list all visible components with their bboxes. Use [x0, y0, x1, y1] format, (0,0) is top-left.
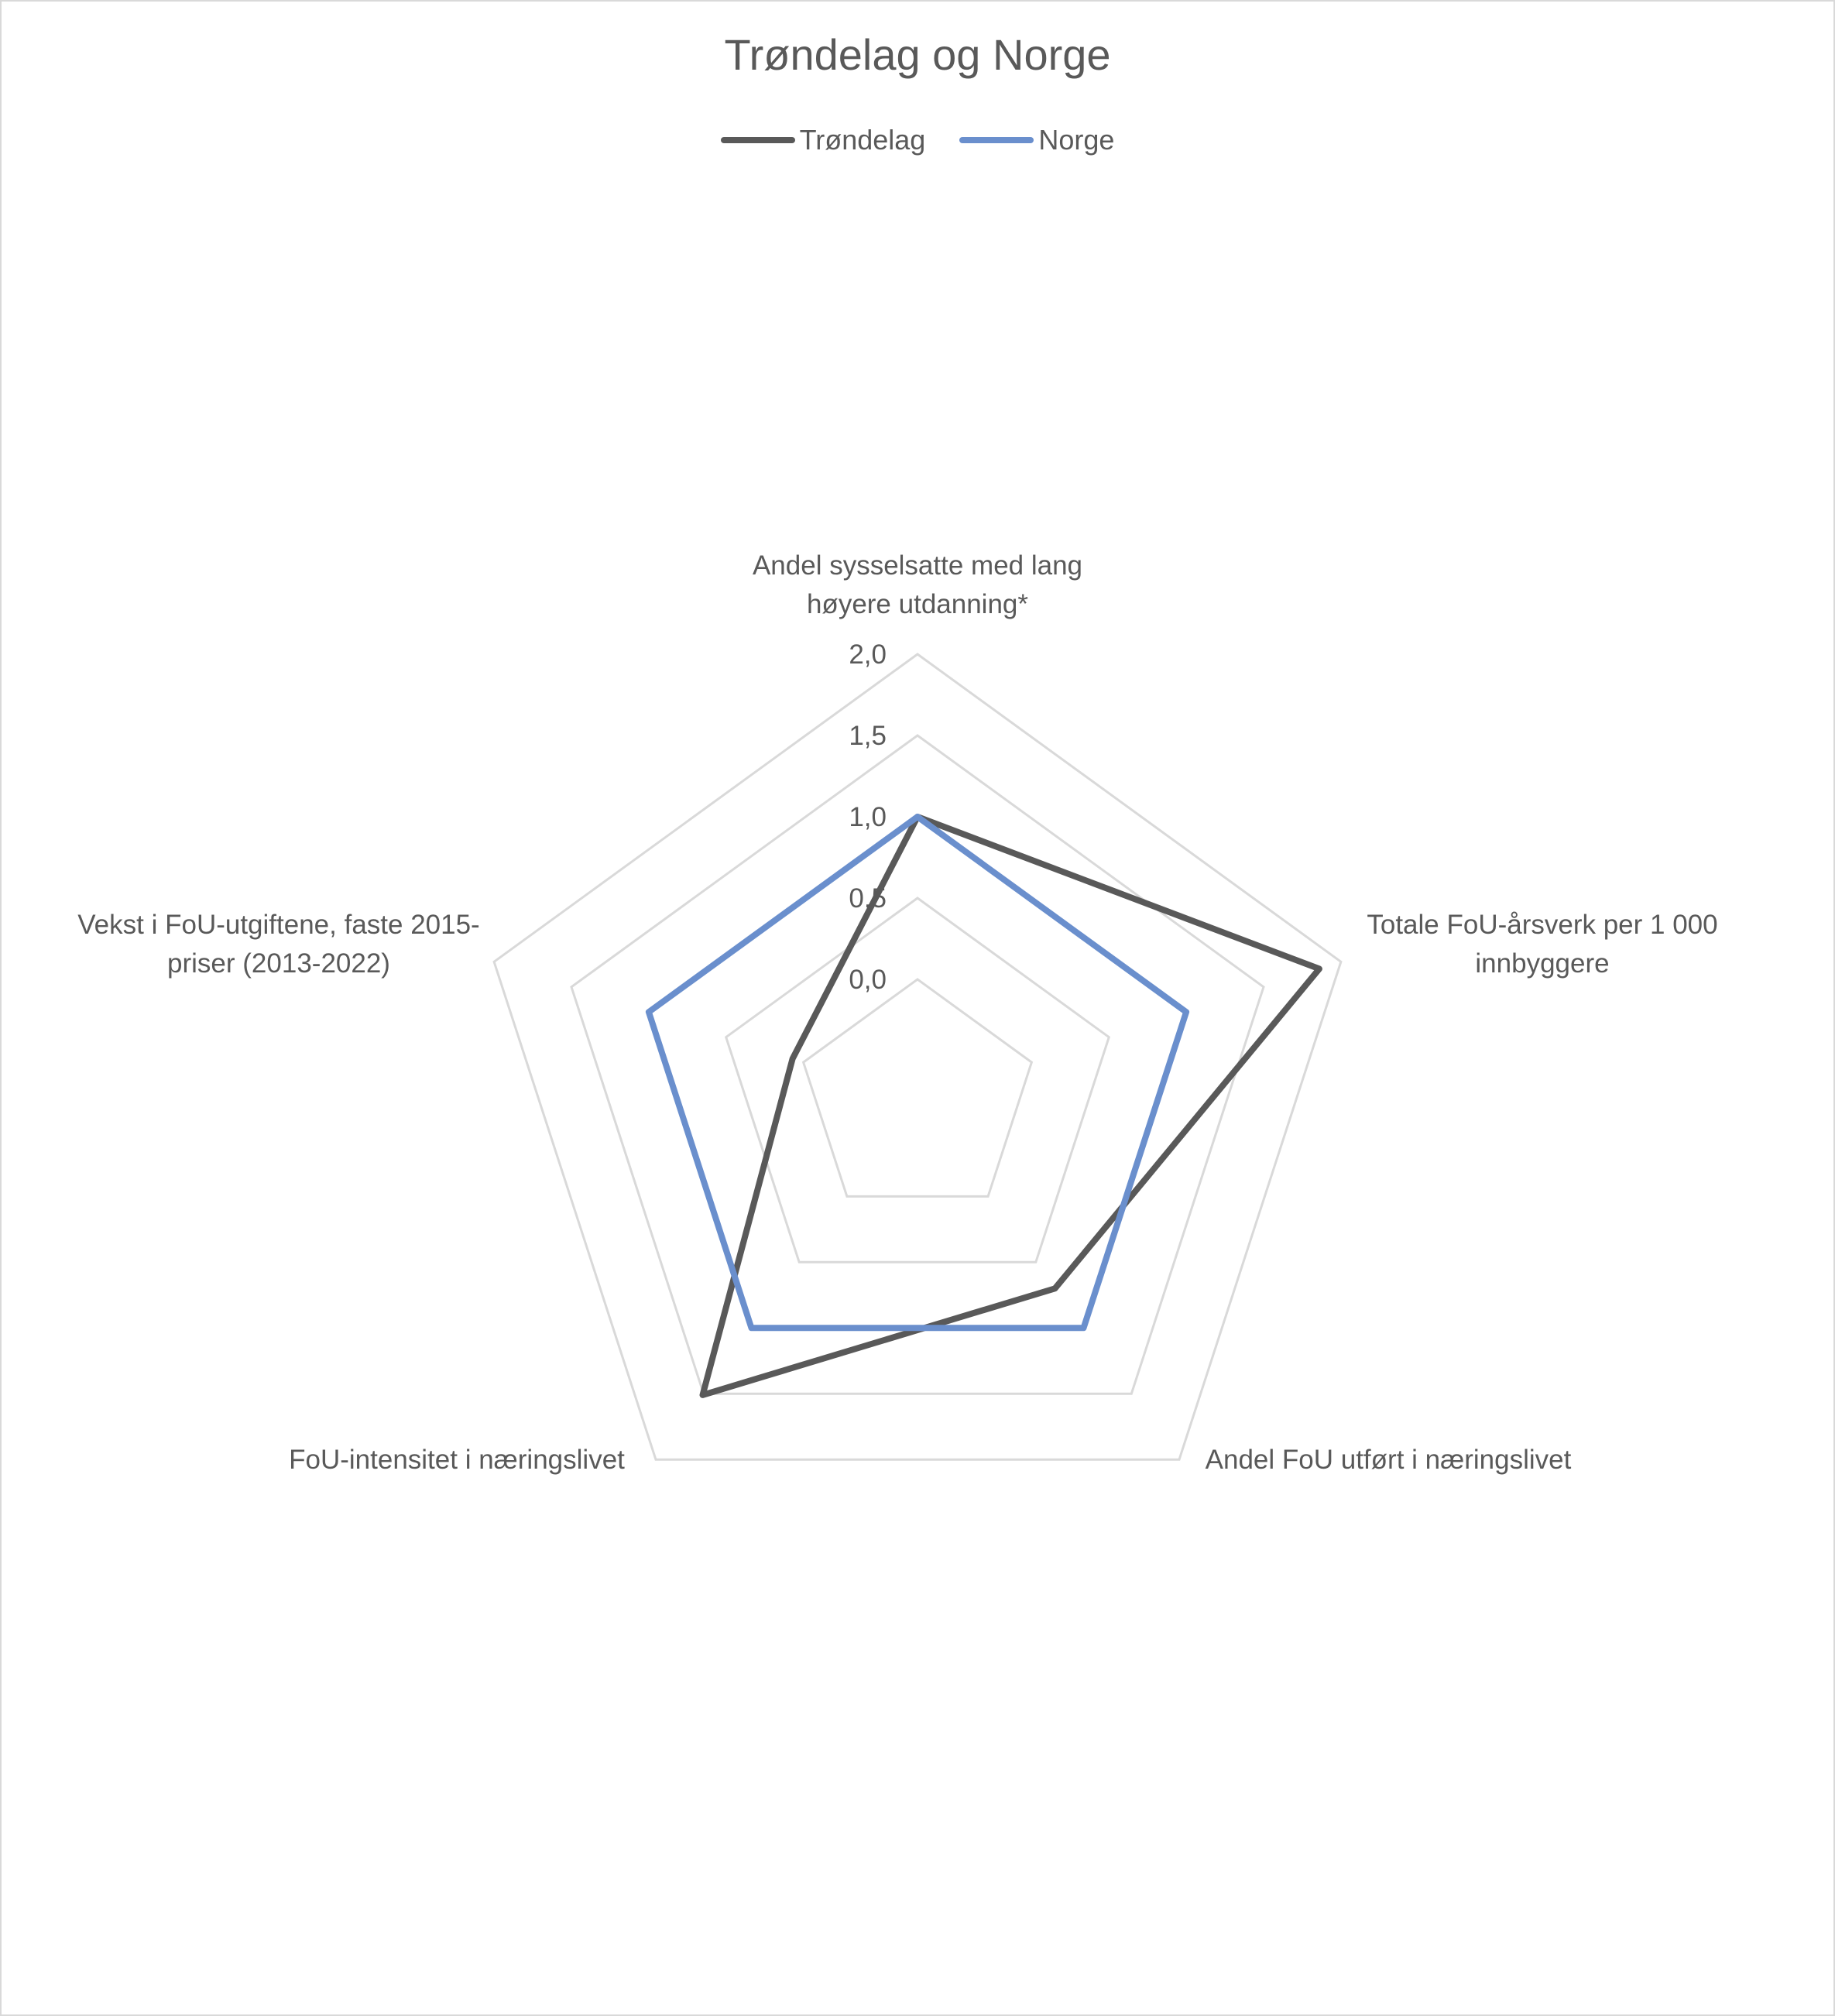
- series-line-norge: [649, 817, 1186, 1328]
- grid-ring-1: [726, 898, 1110, 1262]
- legend-label-trondelag: Trøndelag: [799, 124, 926, 156]
- tick-label-4: 2,0: [849, 639, 887, 670]
- axis-label-1: Totale FoU-årsverk per 1 000 innbyggere: [1367, 910, 1718, 979]
- tick-label-0: 0,0: [849, 965, 887, 995]
- axis-label-4: Vekst i FoU-utgiftene, faste 2015-priser (2013-2022): [77, 910, 480, 979]
- legend-label-norge: Norge: [1038, 124, 1115, 156]
- chart-title: Trøndelag og Norge: [724, 30, 1111, 79]
- axis-label-2: Andel FoU utført i næringslivet: [1205, 1445, 1572, 1475]
- tick-label-2: 1,0: [849, 802, 887, 832]
- axis-label-3: FoU-intensitet i næringslivet: [289, 1445, 625, 1475]
- grid-ring-3: [571, 735, 1264, 1394]
- grid-ring-0: [804, 979, 1032, 1196]
- axis-label-0: Andel sysselsatte med lang høyere utdanning*: [752, 550, 1083, 619]
- tick-label-1: 0,5: [849, 883, 887, 914]
- grid-ring-4: [494, 654, 1341, 1459]
- tick-label-3: 1,5: [849, 721, 887, 751]
